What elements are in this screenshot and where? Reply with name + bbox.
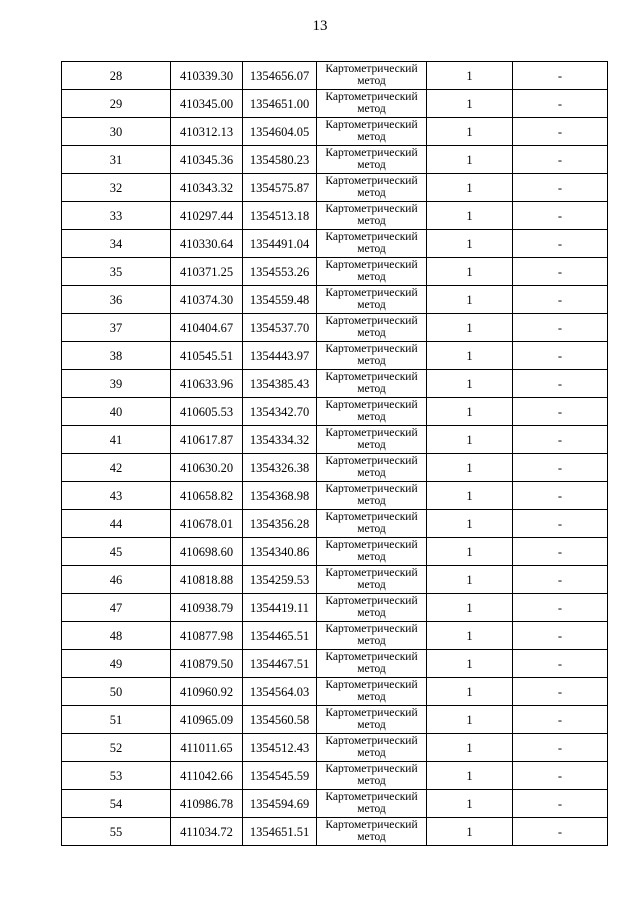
x-coordinate-cell: 410818.88 [171,566,243,594]
method-cell: Картометрический метод [317,706,427,734]
table-row [62,678,608,706]
x-coordinate-cell: 410345.36 [171,146,243,174]
accuracy-cell: 1 [427,510,513,538]
method-cell: Картометрический метод [317,678,427,706]
method-cell: Картометрический метод [317,62,427,90]
x-coordinate-cell: 411034.72 [171,818,243,846]
y-coordinate-cell: 1354560.58 [243,706,317,734]
note-cell: - [513,622,608,650]
table-row [62,650,608,678]
table-row [62,62,608,90]
table-row [62,314,608,342]
note-cell: - [513,174,608,202]
x-coordinate-cell: 410879.50 [171,650,243,678]
note-cell: - [513,370,608,398]
x-coordinate-cell: 410312.13 [171,118,243,146]
note-cell: - [513,482,608,510]
y-coordinate-cell: 1354326.38 [243,454,317,482]
method-cell: Картометрический метод [317,818,427,846]
method-cell: Картометрический метод [317,314,427,342]
note-cell: - [513,398,608,426]
table-row [62,482,608,510]
x-coordinate-cell: 410617.87 [171,426,243,454]
accuracy-cell: 1 [427,790,513,818]
method-cell: Картометрический метод [317,146,427,174]
note-cell: - [513,118,608,146]
table-row [62,594,608,622]
method-cell: Картометрический метод [317,202,427,230]
x-coordinate-cell: 410960.92 [171,678,243,706]
accuracy-cell: 1 [427,146,513,174]
table-row [62,734,608,762]
x-coordinate-cell: 410330.64 [171,230,243,258]
y-coordinate-cell: 1354537.70 [243,314,317,342]
table-row [62,706,608,734]
x-coordinate-cell: 410630.20 [171,454,243,482]
point-number-cell: 48 [62,622,171,650]
method-cell: Картометрический метод [317,342,427,370]
method-cell: Картометрический метод [317,734,427,762]
method-cell: Картометрический метод [317,762,427,790]
point-number-cell: 29 [62,90,171,118]
table-row [62,342,608,370]
note-cell: - [513,342,608,370]
y-coordinate-cell: 1354342.70 [243,398,317,426]
accuracy-cell: 1 [427,314,513,342]
table-row [62,538,608,566]
method-cell: Картометрический метод [317,286,427,314]
table-row [62,622,608,650]
method-cell: Картометрический метод [317,90,427,118]
point-number-cell: 44 [62,510,171,538]
point-number-cell: 35 [62,258,171,286]
y-coordinate-cell: 1354443.97 [243,342,317,370]
note-cell: - [513,510,608,538]
y-coordinate-cell: 1354368.98 [243,482,317,510]
point-number-cell: 31 [62,146,171,174]
method-cell: Картометрический метод [317,482,427,510]
table-row [62,230,608,258]
accuracy-cell: 1 [427,706,513,734]
accuracy-cell: 1 [427,230,513,258]
y-coordinate-cell: 1354656.07 [243,62,317,90]
note-cell: - [513,678,608,706]
point-number-cell: 55 [62,818,171,846]
point-number-cell: 52 [62,734,171,762]
coordinates-table [61,61,608,846]
method-cell: Картометрический метод [317,230,427,258]
accuracy-cell: 1 [427,118,513,146]
method-cell: Картометрический метод [317,118,427,146]
x-coordinate-cell: 410343.32 [171,174,243,202]
y-coordinate-cell: 1354356.28 [243,510,317,538]
note-cell: - [513,538,608,566]
y-coordinate-cell: 1354340.86 [243,538,317,566]
accuracy-cell: 1 [427,426,513,454]
y-coordinate-cell: 1354594.69 [243,790,317,818]
x-coordinate-cell: 410374.30 [171,286,243,314]
point-number-cell: 30 [62,118,171,146]
method-cell: Картометрический метод [317,454,427,482]
note-cell: - [513,62,608,90]
x-coordinate-cell: 410339.30 [171,62,243,90]
table-row [62,146,608,174]
table-row [62,258,608,286]
x-coordinate-cell: 410633.96 [171,370,243,398]
note-cell: - [513,818,608,846]
point-number-cell: 51 [62,706,171,734]
accuracy-cell: 1 [427,90,513,118]
x-coordinate-cell: 410658.82 [171,482,243,510]
y-coordinate-cell: 1354553.26 [243,258,317,286]
coordinates-table-body [62,62,608,846]
x-coordinate-cell: 410605.53 [171,398,243,426]
table-row [62,510,608,538]
y-coordinate-cell: 1354575.87 [243,174,317,202]
accuracy-cell: 1 [427,622,513,650]
y-coordinate-cell: 1354259.53 [243,566,317,594]
point-number-cell: 37 [62,314,171,342]
accuracy-cell: 1 [427,482,513,510]
method-cell: Картометрический метод [317,370,427,398]
y-coordinate-cell: 1354564.03 [243,678,317,706]
accuracy-cell: 1 [427,538,513,566]
point-number-cell: 28 [62,62,171,90]
accuracy-cell: 1 [427,650,513,678]
note-cell: - [513,594,608,622]
x-coordinate-cell: 410938.79 [171,594,243,622]
method-cell: Картометрический метод [317,650,427,678]
point-number-cell: 38 [62,342,171,370]
accuracy-cell: 1 [427,734,513,762]
x-coordinate-cell: 410698.60 [171,538,243,566]
accuracy-cell: 1 [427,174,513,202]
note-cell: - [513,146,608,174]
point-number-cell: 53 [62,762,171,790]
y-coordinate-cell: 1354580.23 [243,146,317,174]
point-number-cell: 45 [62,538,171,566]
y-coordinate-cell: 1354513.18 [243,202,317,230]
accuracy-cell: 1 [427,566,513,594]
point-number-cell: 33 [62,202,171,230]
table-row [62,762,608,790]
y-coordinate-cell: 1354334.32 [243,426,317,454]
table-row [62,398,608,426]
y-coordinate-cell: 1354385.43 [243,370,317,398]
y-coordinate-cell: 1354419.11 [243,594,317,622]
y-coordinate-cell: 1354559.48 [243,286,317,314]
accuracy-cell: 1 [427,678,513,706]
accuracy-cell: 1 [427,370,513,398]
table-row [62,202,608,230]
method-cell: Картометрический метод [317,174,427,202]
page-number: 13 [312,18,328,34]
y-coordinate-cell: 1354604.05 [243,118,317,146]
point-number-cell: 54 [62,790,171,818]
x-coordinate-cell: 410965.09 [171,706,243,734]
accuracy-cell: 1 [427,594,513,622]
table-row [62,118,608,146]
note-cell: - [513,230,608,258]
x-coordinate-cell: 410404.67 [171,314,243,342]
accuracy-cell: 1 [427,818,513,846]
table-row [62,174,608,202]
x-coordinate-cell: 410297.44 [171,202,243,230]
method-cell: Картометрический метод [317,398,427,426]
note-cell: - [513,286,608,314]
point-number-cell: 34 [62,230,171,258]
y-coordinate-cell: 1354491.04 [243,230,317,258]
table-row [62,426,608,454]
x-coordinate-cell: 411011.65 [171,734,243,762]
point-number-cell: 47 [62,594,171,622]
point-number-cell: 39 [62,370,171,398]
note-cell: - [513,566,608,594]
point-number-cell: 42 [62,454,171,482]
x-coordinate-cell: 410877.98 [171,622,243,650]
method-cell: Картометрический метод [317,566,427,594]
method-cell: Картометрический метод [317,258,427,286]
point-number-cell: 43 [62,482,171,510]
note-cell: - [513,650,608,678]
note-cell: - [513,790,608,818]
y-coordinate-cell: 1354651.00 [243,90,317,118]
accuracy-cell: 1 [427,286,513,314]
accuracy-cell: 1 [427,398,513,426]
table-row [62,566,608,594]
point-number-cell: 49 [62,650,171,678]
note-cell: - [513,90,608,118]
accuracy-cell: 1 [427,342,513,370]
table-row [62,790,608,818]
y-coordinate-cell: 1354465.51 [243,622,317,650]
accuracy-cell: 1 [427,202,513,230]
method-cell: Картометрический метод [317,622,427,650]
note-cell: - [513,762,608,790]
note-cell: - [513,258,608,286]
method-cell: Картометрический метод [317,510,427,538]
x-coordinate-cell: 410345.00 [171,90,243,118]
accuracy-cell: 1 [427,454,513,482]
point-number-cell: 50 [62,678,171,706]
method-cell: Картометрический метод [317,790,427,818]
y-coordinate-cell: 1354545.59 [243,762,317,790]
method-cell: Картометрический метод [317,594,427,622]
accuracy-cell: 1 [427,258,513,286]
accuracy-cell: 1 [427,62,513,90]
point-number-cell: 32 [62,174,171,202]
note-cell: - [513,734,608,762]
point-number-cell: 40 [62,398,171,426]
table-row [62,286,608,314]
note-cell: - [513,314,608,342]
point-number-cell: 46 [62,566,171,594]
note-cell: - [513,202,608,230]
table-row [62,90,608,118]
note-cell: - [513,706,608,734]
x-coordinate-cell: 410371.25 [171,258,243,286]
point-number-cell: 41 [62,426,171,454]
note-cell: - [513,426,608,454]
table-row [62,454,608,482]
accuracy-cell: 1 [427,762,513,790]
y-coordinate-cell: 1354512.43 [243,734,317,762]
y-coordinate-cell: 1354467.51 [243,650,317,678]
x-coordinate-cell: 410986.78 [171,790,243,818]
x-coordinate-cell: 411042.66 [171,762,243,790]
method-cell: Картометрический метод [317,538,427,566]
note-cell: - [513,454,608,482]
x-coordinate-cell: 410545.51 [171,342,243,370]
x-coordinate-cell: 410678.01 [171,510,243,538]
y-coordinate-cell: 1354651.51 [243,818,317,846]
table-row [62,818,608,846]
method-cell: Картометрический метод [317,426,427,454]
table-row [62,370,608,398]
point-number-cell: 36 [62,286,171,314]
